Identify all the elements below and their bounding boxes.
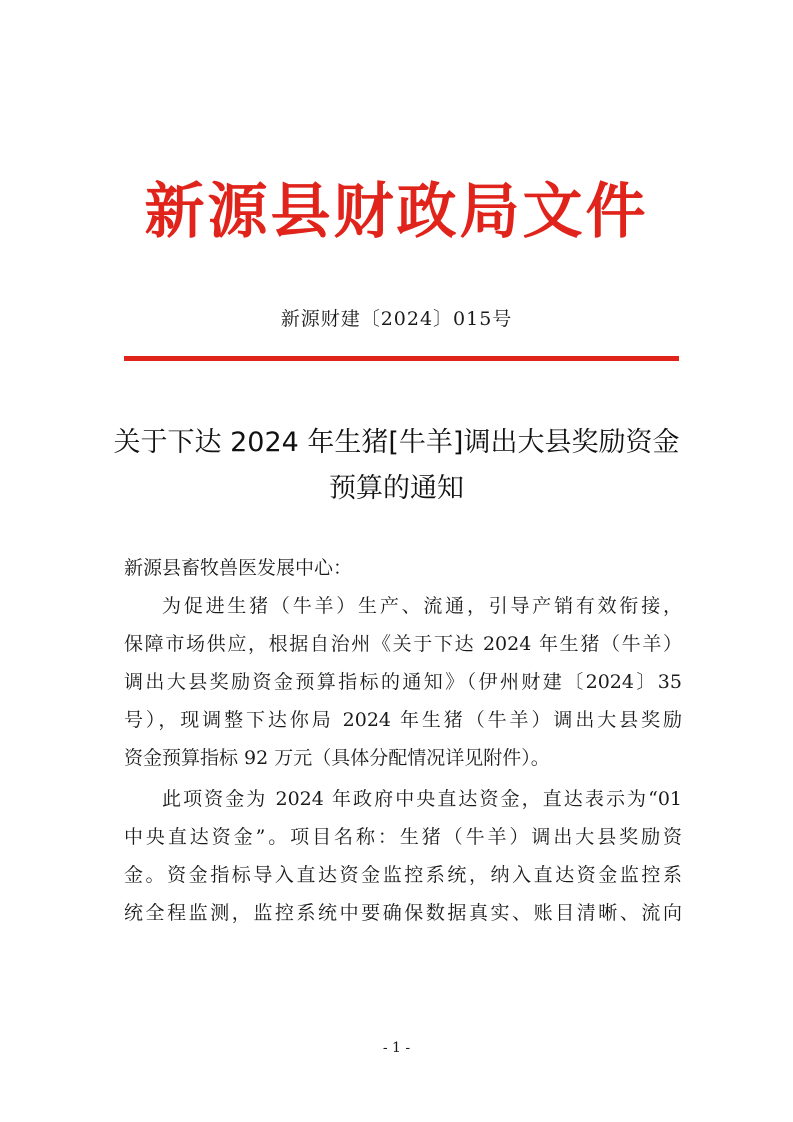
document-header-title: 新源县财政局文件 bbox=[144, 177, 649, 247]
paragraph-line: 号），现调整下达你局 2024 年生猪（牛羊）调出大县奖励 bbox=[124, 709, 682, 731]
paragraph-line: 保障市场供应，根据自治州《关于下达 2024 年生猪（牛羊） bbox=[124, 633, 682, 655]
document-body bbox=[124, 549, 682, 932]
paragraph-line: 此项资金为 2024 年政府中央直达资金，直达表示为“01 bbox=[162, 788, 682, 810]
paragraph-line: 中央直达资金”。项目名称：生猪（牛羊）调出大县奖励资 bbox=[124, 826, 682, 848]
notice-title-line: 预算的通知 bbox=[329, 473, 464, 504]
red-divider-line bbox=[124, 356, 679, 361]
page-number: - 1 - bbox=[382, 1040, 411, 1056]
document-number: 新源财建〔2024〕015号 bbox=[280, 308, 513, 330]
paragraph-line: 为促进生猪（牛羊）生产、流通，引导产销有效衔接， bbox=[162, 595, 682, 617]
paragraph-line: 统全程监测，监控系统中要确保数据真实、账目清晰、流向 bbox=[124, 902, 682, 924]
paragraph-line: 调出大县奖励资金预算指标的通知》（伊州财建〔2024〕35 bbox=[124, 671, 682, 693]
addressee: 新源县畜牧兽医发展中心： bbox=[124, 557, 353, 579]
paragraph-line: 资金预算指标 92 万元（具体分配情况详见附件）。 bbox=[124, 747, 550, 769]
notice-title bbox=[110, 420, 683, 512]
paragraph-line: 金。资金指标导入直达资金监控系统，纳入直达资金监控系 bbox=[124, 864, 682, 886]
notice-title-line: 关于下达 2024 年生猪[牛羊]调出大县奖励资金 bbox=[113, 427, 680, 458]
